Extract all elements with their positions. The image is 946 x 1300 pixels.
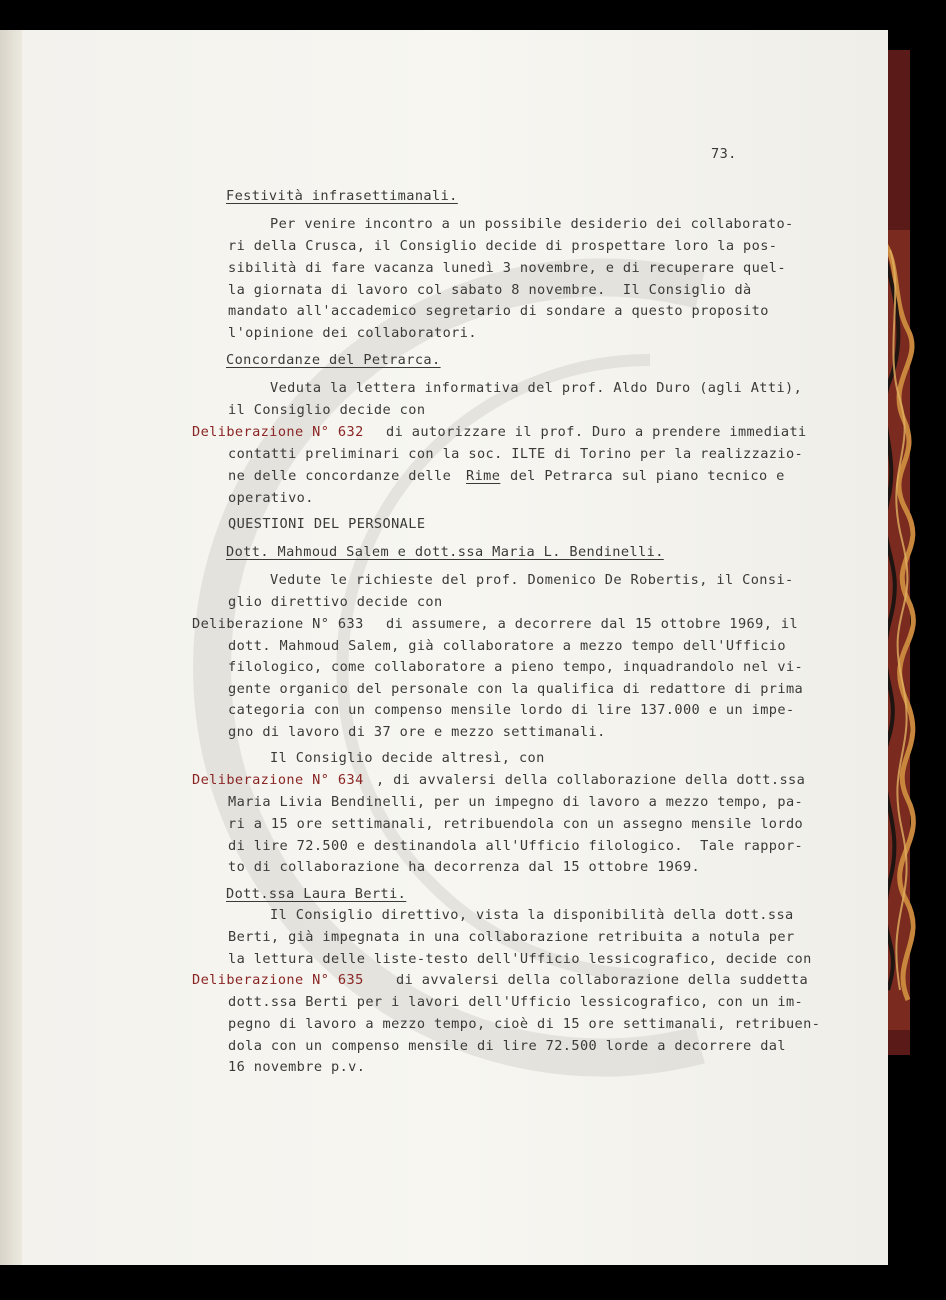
concordanze-line-2a: ne delle concordanze delle	[228, 468, 452, 484]
concordanze-intro-2: il Consiglio decide con	[228, 402, 426, 418]
page-number: 73.	[711, 146, 737, 162]
festivita-line-3: sibilità di fare vacanza lunedì 3 novembre, e di recuperare quel-	[228, 260, 786, 276]
heading-concordanze: Concordanze del Petrarca.	[226, 352, 441, 368]
deliberazione-633-label: Deliberazione N° 633	[192, 616, 364, 632]
festivita-line-5: mandato all'accademico segretario di sondare a questo proposito	[228, 303, 769, 319]
deliberazione-634-text: , di avvalersi della collaborazione della dott.ssa	[376, 772, 806, 788]
salem-line-5: gno di lavoro di 37 ore e mezzo settimanali.	[228, 724, 606, 740]
rime-title: Rime	[466, 468, 501, 484]
berti-intro-1: Il Consiglio direttivo, vista la disponibilità della dott.ssa	[270, 907, 794, 923]
heading-questioni-personale: QUESTIONI DEL PERSONALE	[228, 516, 426, 532]
deliberazione-632-text: di autorizzare il prof. Duro a prendere immediati	[386, 424, 807, 440]
festivita-line-6: l'opinione dei collaboratori.	[228, 325, 477, 341]
concordanze-intro-1: Veduta la lettera informativa del prof. Aldo Duro (agli Atti),	[270, 380, 803, 396]
heading-salem-bendinelli: Dott. Mahmoud Salem e dott.ssa Maria L. Bendinelli.	[226, 544, 664, 560]
salem-line-3: gente organico del personale con la qualifica di redattore di prima	[228, 681, 804, 697]
salem-line-4: categoria con un compenso mensile lordo di lire 137.000 e un impe-	[228, 702, 795, 718]
left-page-edge	[0, 30, 22, 1265]
concordanze-line-3: operativo.	[228, 490, 314, 506]
heading-laura-berti: Dott.ssa Laura Berti.	[226, 886, 407, 902]
salem-line-1: dott. Mahmoud Salem, già collaboratore a mezzo tempo dell'Ufficio	[228, 638, 786, 654]
concordanze-line-1: contatti preliminari con la soc. ILTE di Torino per la realizzazio-	[228, 446, 804, 462]
heading-festivita: Festività infrasettimanali.	[226, 188, 458, 204]
bendinelli-line-1: Maria Livia Bendinelli, per un impegno di lavoro a mezzo tempo, pa-	[228, 794, 804, 810]
concordanze-line-2b: del Petrarca sul piano tecnico e	[510, 468, 785, 484]
salem-line-2: filologico, come collaboratore a pieno tempo, inquadrandolo nel vi-	[228, 659, 804, 675]
berti-line-2: pegno di lavoro a mezzo tempo, cioè di 15 ore settimanali, retribuen-	[228, 1016, 821, 1032]
berti-line-3: dola con un compenso mensile di lire 72.500 lorde a decorrere dal	[228, 1038, 786, 1054]
berti-line-1: dott.ssa Berti per i lavori dell'Ufficio lessicografico, con un im-	[228, 994, 804, 1010]
deliberazione-633-text: di assumere, a decorrere dal 15 ottobre 1969, il	[386, 616, 799, 632]
berti-intro-2: Berti, già impegnata in una collaborazione retribuita a notula per	[228, 929, 795, 945]
berti-intro-3: la lettura delle liste-testo dell'Ufficio lessicografico, decide con	[228, 951, 812, 967]
festivita-line-1: Per venire incontro a un possibile desiderio dei collaborato-	[270, 216, 794, 232]
salem-intro-2: glio direttivo decide con	[228, 594, 443, 610]
salem-intro-1: Vedute le richieste del prof. Domenico De Robertis, il Consi-	[270, 572, 794, 588]
bendinelli-line-2: ri a 15 ore settimanali, retribuendola con un assegno mensile lordo	[228, 816, 804, 832]
deliberazione-635-label: Deliberazione N° 635	[192, 972, 364, 988]
deliberazione-634-label: Deliberazione N° 634	[192, 772, 364, 788]
bendinelli-line-3: di lire 72.500 e destinandola all'Ufficio filologico. Tale rappor-	[228, 838, 804, 854]
altresi-line: Il Consiglio decide altresì, con	[270, 750, 545, 766]
deliberazione-632-label: Deliberazione N° 632	[192, 424, 364, 440]
deliberazione-635-text: di avvalersi della collaborazione della suddetta	[396, 972, 809, 988]
festivita-line-2: ri della Crusca, il Consiglio decide di prospettare loro la pos-	[228, 238, 778, 254]
festivita-line-4: la giornata di lavoro col sabato 8 novembre. Il Consiglio dà	[228, 282, 752, 298]
berti-line-4: 16 novembre p.v.	[228, 1059, 366, 1075]
bendinelli-line-4: to di collaborazione ha decorrenza dal 15 ottobre 1969.	[228, 859, 701, 875]
